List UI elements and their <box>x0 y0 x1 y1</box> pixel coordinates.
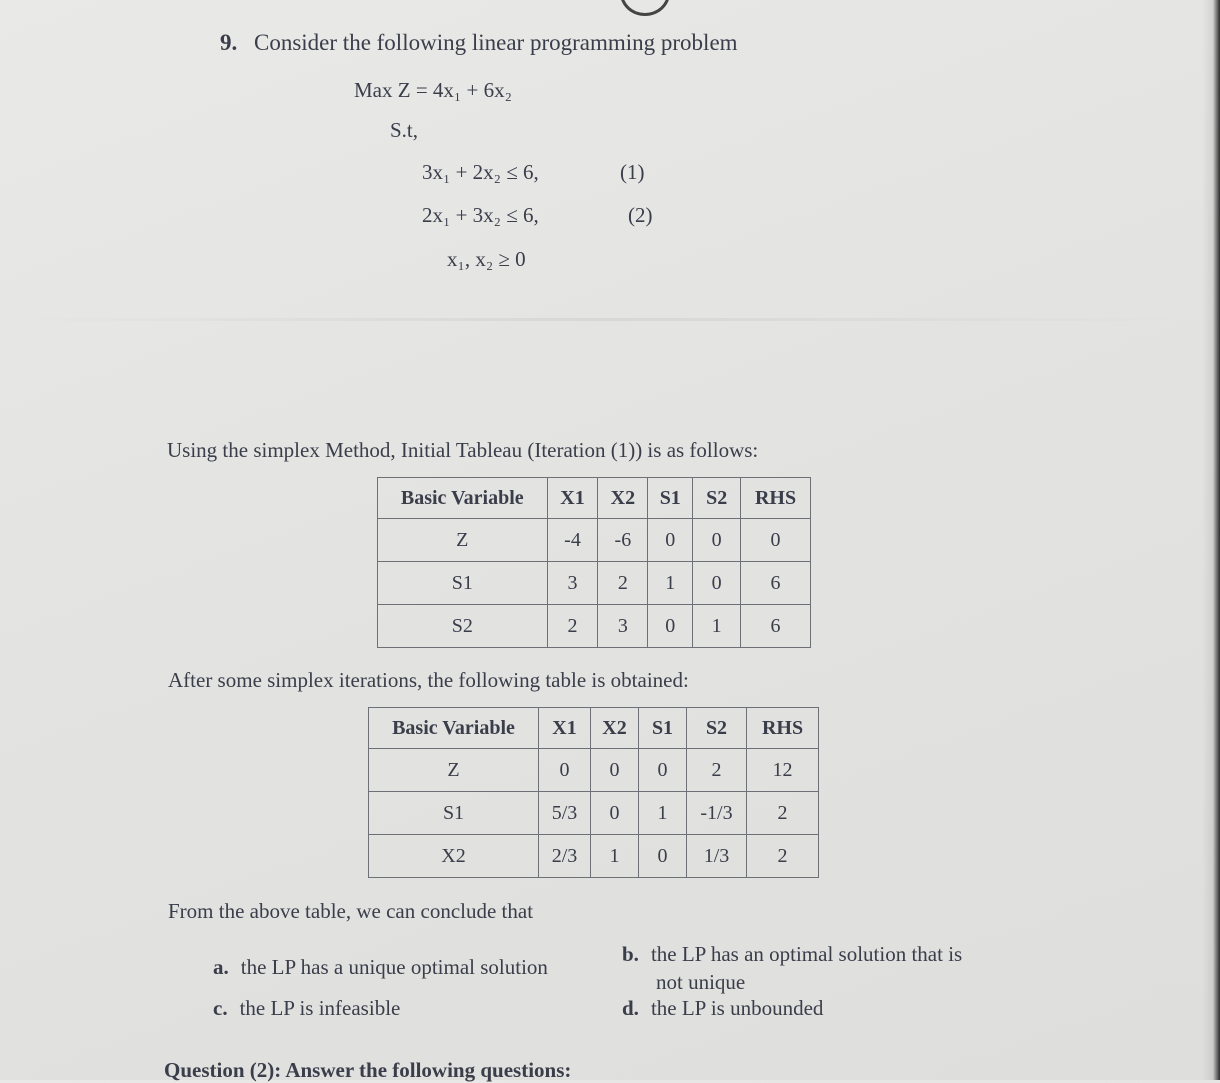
option-b[interactable] <box>622 942 962 967</box>
option-a-letter: a. <box>213 955 229 979</box>
table-cell: 5/3 <box>539 792 591 835</box>
header-cell: RHS <box>741 478 811 519</box>
header-cell: RHS <box>747 708 819 749</box>
next-question-heading: Question (2): Answer the following questions: <box>164 1058 572 1082</box>
table-cell: 1 <box>693 605 741 648</box>
table-cell: 12 <box>747 749 819 792</box>
option-d[interactable] <box>622 996 823 1021</box>
final-tableau-intro: After some simplex iterations, the following table is obtained: <box>168 668 689 692</box>
table-cell: 0 <box>591 749 639 792</box>
table-cell: 2 <box>747 835 819 878</box>
question-number: 9. <box>220 30 238 55</box>
page-corner-mark <box>620 0 670 16</box>
header-cell: Basic Variable <box>378 478 548 519</box>
table-cell: 0 <box>539 749 591 792</box>
table-header-row <box>378 478 811 519</box>
option-c-text: the LP is infeasible <box>239 996 401 1020</box>
header-cell: X1 <box>547 478 598 519</box>
table-cell: 2/3 <box>539 835 591 878</box>
table-cell: 0 <box>639 835 687 878</box>
option-b-text-line2: not unique <box>656 970 746 994</box>
table-cell: 2 <box>598 562 648 605</box>
table-cell: 0 <box>639 749 687 792</box>
header-cell: S2 <box>687 708 747 749</box>
paper-fold-shadow <box>0 318 1200 321</box>
table-row <box>369 749 819 792</box>
table-cell: S2 <box>378 605 548 648</box>
table-cell: -1/3 <box>687 792 747 835</box>
header-cell: X1 <box>539 708 591 749</box>
table-cell: -6 <box>598 519 648 562</box>
table-row <box>378 562 811 605</box>
option-c-letter: c. <box>213 996 228 1020</box>
table-cell: 6 <box>741 562 811 605</box>
question-statement: Consider the following linear programming problem <box>254 30 738 55</box>
table-cell: 2 <box>687 749 747 792</box>
table-row <box>378 519 811 562</box>
table-cell: 1/3 <box>687 835 747 878</box>
table-row <box>369 792 819 835</box>
final-tableau <box>368 707 819 878</box>
table-cell: 0 <box>648 605 693 648</box>
option-c[interactable] <box>213 996 400 1021</box>
objective-function: Max Z = 4x₁ + 6x₂ <box>354 78 512 102</box>
table-cell: 0 <box>693 562 741 605</box>
table-cell: 1 <box>591 835 639 878</box>
paper-edge-shadow <box>1202 0 1220 1080</box>
constraint-1-label: (1) <box>620 160 645 184</box>
table-cell: 1 <box>639 792 687 835</box>
table-cell: 6 <box>741 605 811 648</box>
option-b-text-line1: the LP has an optimal solution that is <box>650 942 963 966</box>
nonnegativity-constraint: x₁, x₂ ≥ 0 <box>447 247 526 271</box>
subject-to-label: S.t, <box>390 118 419 142</box>
table-cell: 0 <box>693 519 741 562</box>
table-cell: 2 <box>747 792 819 835</box>
table-cell: 0 <box>591 792 639 835</box>
table-cell: 3 <box>547 562 598 605</box>
table-cell: Z <box>378 519 548 562</box>
table-cell: S1 <box>369 792 539 835</box>
constraint-2-label: (2) <box>628 203 653 227</box>
initial-tableau-intro: Using the simplex Method, Initial Tableau (Iteration (1)) is as follows: <box>167 438 759 462</box>
table-cell: 0 <box>648 519 693 562</box>
option-a-text: the LP has a unique optimal solution <box>240 955 548 979</box>
header-cell: X2 <box>598 478 648 519</box>
table-cell: -4 <box>547 519 598 562</box>
table-header-row <box>369 708 819 749</box>
initial-tableau <box>377 477 811 648</box>
header-cell: S1 <box>639 708 687 749</box>
table-cell: 0 <box>741 519 811 562</box>
table-cell: Z <box>369 749 539 792</box>
table-cell: S1 <box>378 562 548 605</box>
header-cell: X2 <box>591 708 639 749</box>
table-cell: X2 <box>369 835 539 878</box>
constraint-1: 3x₁ + 2x₂ ≤ 6, <box>422 160 539 184</box>
table-cell: 2 <box>547 605 598 648</box>
constraint-2: 2x₁ + 3x₂ ≤ 6, <box>422 203 539 227</box>
header-cell: S2 <box>693 478 741 519</box>
conclusion-prompt: From the above table, we can conclude that <box>168 899 534 923</box>
table-row <box>369 835 819 878</box>
option-a[interactable] <box>213 955 548 980</box>
header-cell: S1 <box>648 478 693 519</box>
option-d-text: the LP is unbounded <box>650 996 824 1020</box>
table-cell: 3 <box>598 605 648 648</box>
table-row <box>378 605 811 648</box>
option-d-letter: d. <box>622 996 639 1020</box>
option-b-letter: b. <box>622 942 639 966</box>
table-cell: 1 <box>648 562 693 605</box>
header-cell: Basic Variable <box>369 708 539 749</box>
